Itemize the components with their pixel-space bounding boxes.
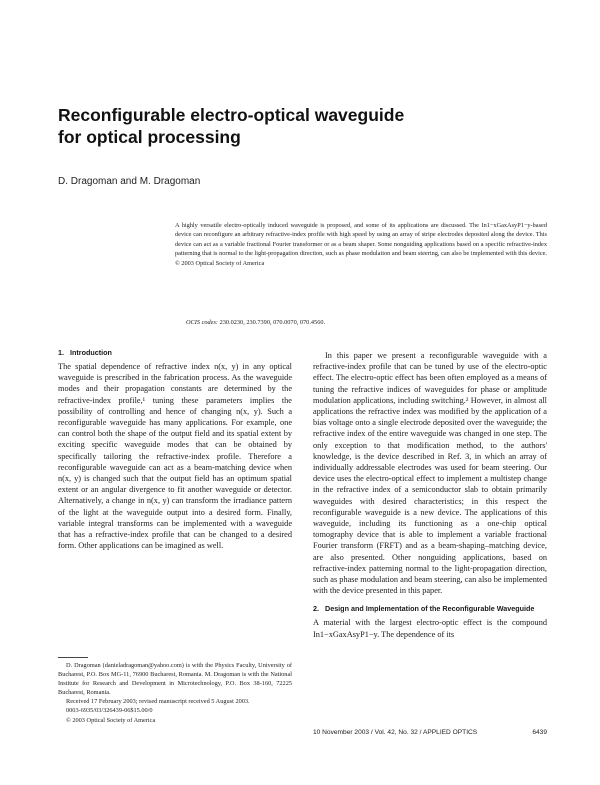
abstract: A highly versatile electro-optically induced waveguide is proposed, and some of its applications are discussed. The In1−xGaxAsyP1−y-based device can reconfigure an arbitrary refractive-index profile with high speed by using an array of stripe electrodes deposited along the device. This device can act as a variable fractional Fourier transformer or as a beam shaper. Some nonguiding applications based on a specific refractive-index patterning that is normal to the light-propagation direction, such as phase modulation and beam steering, can also be implemented with this device. © 2003 Optical Society of America <box>175 222 547 267</box>
section-1-paragraph-2: In this paper we present a reconfigurable waveguide with a refractive-index profile that can be tuned by use of the electro-optic effect. The electro-optic effect has been often employed as a means of tuning the refractive indices of waveguides for phase or amplitude modulation applications, including switching.² However, in almost all applications the refractive index was modified by the application of a bias voltage onto a single electrode deposited over the waveguide; the refractive index of the entire waveguide was changed in one step. The only exception to that modification method, to the authors' knowledge, is the device described in Ref. 3, in which an array of individually addressable electrodes was used for beam steering. Our device uses the electro-optical effect to implement a multistep change in the refractive index of a semiconductor slab to obtain primarily waveguides with desired characteristics; in this respect the reconfigurable waveguide is a new device. The applications of this waveguide, including its functioning as a one-chip optical tomography device that is able to implement a variable fractional Fourier transform (FRFT) and as a beam-shaping–matching device, are also presented. Other nonguiding applications, based on refractive-index patterning normal to the light-propagation direction, such as phase modulation and beam steering, can also be implemented with the device presented in this paper. <box>313 351 547 596</box>
journal-citation: 10 November 2003 / Vol. 42, No. 32 / APPLIED OPTICS <box>313 729 478 736</box>
section-2-heading <box>313 604 547 614</box>
author-list: D. Dragoman and M. Dragoman <box>58 176 201 187</box>
ocis-label: OCIS codes: <box>186 319 219 326</box>
page-number: 6439 <box>532 729 547 736</box>
footnote-divider <box>58 657 88 658</box>
left-column <box>58 348 292 551</box>
section-1-heading <box>58 348 292 358</box>
section-1-number: 1. <box>58 348 64 357</box>
section-2 <box>313 604 547 639</box>
right-column <box>313 350 547 640</box>
footnote-received: Received 17 February 2003; revised manuscript received 5 August 2003. <box>66 698 250 706</box>
title-line-2: for optical processing <box>58 127 241 147</box>
page-footer <box>313 729 547 736</box>
ocis-codes <box>186 319 325 326</box>
article-title <box>58 104 478 148</box>
ocis-values: 230.0230, 230.7390, 070.0070, 070.4560. <box>219 319 326 326</box>
section-2-number: 2. <box>313 604 319 614</box>
footnote-copyright: © 2003 Optical Society of America <box>66 716 156 724</box>
section-2-paragraph: A material with the largest electro-optic effect is the compound In1−xGaxAsyP1−y. The dependence of its <box>313 618 547 639</box>
section-2-title: Design and Implementation of the Reconfigurable Waveguide <box>325 604 535 614</box>
footnote-affiliation: D. Dragoman (danieladragoman@yahoo.com) is with the Physics Faculty, University of Bucharest, P.O. Box MG-11, 76900 Bucharest, Romania. M. Dragoman is with the National Institute for Research and Development in Microtechnology, P.O. Box 38-160, 72225 Bucharest, Romania. <box>58 662 292 697</box>
section-1-paragraph-1: The spatial dependence of refractive index n(x, y) in any optical waveguide is prescribed in the fabrication process. As the waveguide modes and their propagation constants are determined by the refractive-index profile,¹ tuning these parameters implies the possibility of controlling and hence of changing n(x, y). Such a reconfigurable waveguide has many applications. For example, one can control both the shape of the output field and its spatial extent by exciting specific waveguide modes that can be obtained by specifically tailoring the refractive-index profile. Therefore a reconfigurable waveguide can act as a beam-matching device when n(x, y) is changed such that the output field has an optimum spatial extent or an angular divergence to fit another waveguide or detector. Alternatively, a change in n(x, y) can transform the irradiance pattern of the light at the waveguide output into a desired form. Finally, variable integral transforms can be implemented with a waveguide that has a refractive-index profile that can be changed to a desired form. Other applications can be imagined as well. <box>58 362 292 551</box>
section-1-title: Introduction <box>70 348 112 357</box>
footnote-code: 0003-6935/03/326439-06$15.00/0 <box>66 707 153 715</box>
title-line-1: Reconfigurable electro-optical waveguide <box>58 105 405 125</box>
footnotes <box>58 661 292 725</box>
